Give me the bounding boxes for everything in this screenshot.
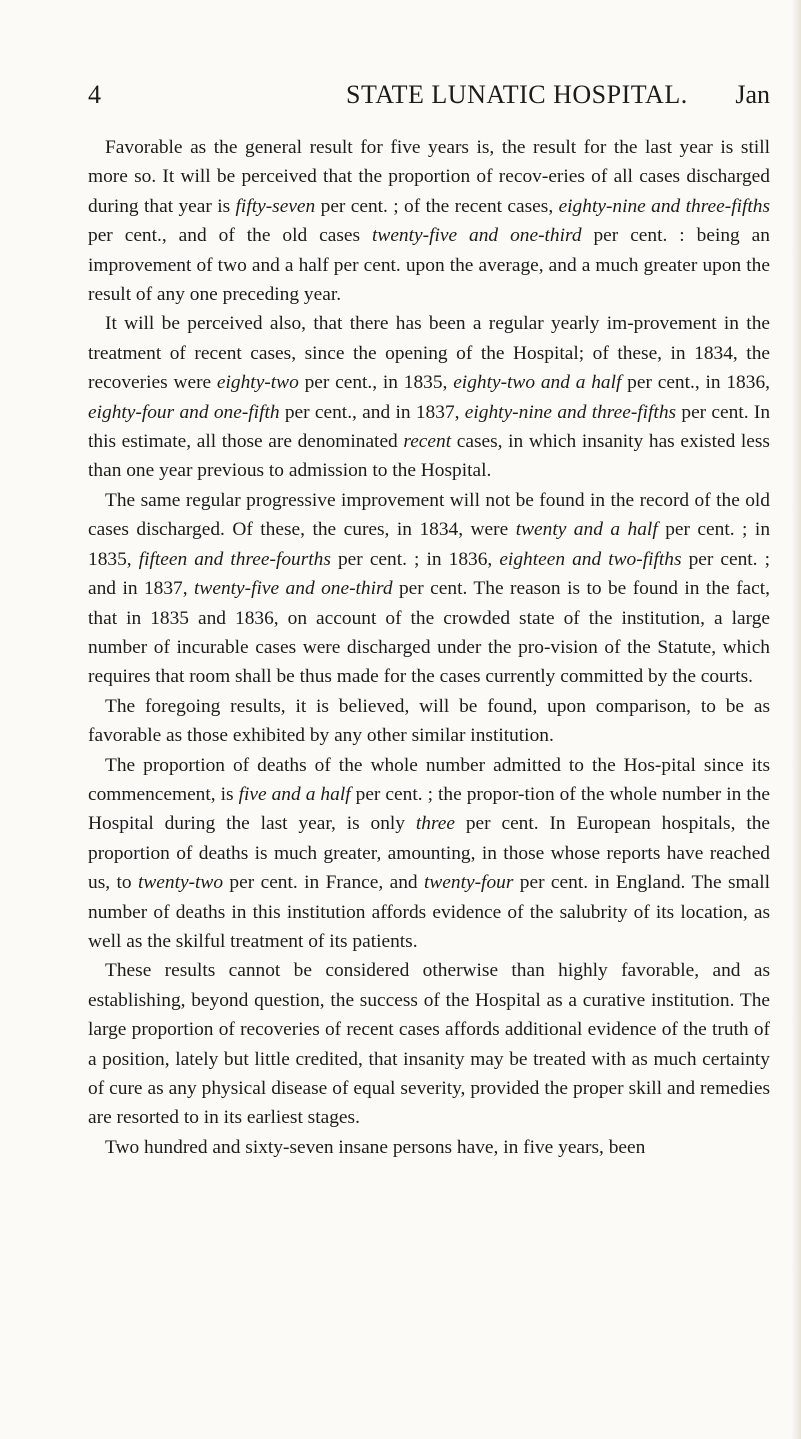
italic-text: five and a half xyxy=(238,783,351,805)
running-header xyxy=(88,78,770,112)
text-run: cases, in which insanity has existed less than one year previous to admission to the Hospital. xyxy=(88,431,770,482)
text-run: per cent., and of the old cases xyxy=(88,225,372,247)
page-edge-shadow xyxy=(791,0,801,1439)
italic-text: twenty-five and one-third xyxy=(372,225,582,247)
paragraph xyxy=(88,692,770,751)
italic-text: twenty-five and one-third xyxy=(194,578,393,600)
text-run: Two hundred and sixty-seven insane persons have, in five years, been xyxy=(105,1136,646,1158)
text-run: per cent. ; of the recent cases, xyxy=(315,195,559,217)
text-run: The same regular progressive improvement will not be found in the record of the old cases discharged. Of these, the cures, in 1834, were xyxy=(88,489,770,541)
paragraph xyxy=(88,1133,770,1162)
text-run: The proportion of deaths of the whole number admitted to the Hos-pital since its commencement, is xyxy=(88,754,770,805)
italic-text: eighty-nine and three-fifths xyxy=(464,401,677,423)
running-title: STATE LUNATIC HOSPITAL. xyxy=(346,80,688,109)
text-run: The foregoing results, it is believed, will be found, upon comparison, to be as favorable as those exhibited by any other similar institution. xyxy=(88,695,770,747)
body-text xyxy=(88,133,770,1162)
text-run: per cent., in 1835, xyxy=(298,372,454,394)
text-run: per cent. In this estimate, all those are denominated xyxy=(88,401,771,453)
italic-text: eighty-four and one-fifth xyxy=(88,401,280,423)
text-run: per cent. ; the propor-tion of the whole number in the Hospital during the last year, is only xyxy=(88,783,771,835)
paragraph xyxy=(88,751,770,957)
text-run: per cent. ; in 1835, xyxy=(88,519,771,570)
text-run: per cent., and in 1837, xyxy=(279,401,465,423)
text-run: per cent. in England. The small number of deaths in this institution affords evidence of the salubrity of its location, as well as the skilful treatment of its patients. xyxy=(88,872,770,952)
paragraph xyxy=(88,956,770,1132)
text-run: per cent. ; and in 1837, xyxy=(88,548,770,600)
text-run: per cent. In European hospitals, the proportion of deaths is much greater, amounting, in those whose reports have reached us, to xyxy=(88,813,771,894)
italic-text: fifteen and three-fourths xyxy=(138,548,331,570)
italic-text: fifty-seven xyxy=(235,195,316,217)
text-run: These results cannot be considered otherwise than highly favorable, and as establishing, beyond question, the success of the Hospital as a curative institution. The large proportion of recoveries of recent cases affords additional evidence of the truth of a position, lately but little credited, that insanity may be treated with as much certainty of cure as any physical disease of equal severity, provided the proper skill and remedies are resorted to in its earliest stages. xyxy=(88,960,770,1129)
paragraph xyxy=(88,309,770,485)
italic-text: eighty-two xyxy=(216,372,299,394)
italic-text: eighty-two and a half xyxy=(453,372,622,394)
italic-text: eighteen and two-fifths xyxy=(499,548,682,570)
running-date: Jan xyxy=(735,80,770,109)
italic-text: twenty and a half xyxy=(515,519,658,541)
page-number: 4 xyxy=(88,80,101,109)
text-run: Favorable as the general result for five years is, the result for the last year is still more so. It will be perceived that the proportion of recov-eries of all cases discharged during that year is xyxy=(88,137,770,217)
text-run: per cent. ; in 1836, xyxy=(330,548,500,570)
italic-text: recent xyxy=(403,431,452,453)
italic-text: eighty-nine and three-fifths xyxy=(558,195,771,217)
text-run: per cent. The reason is to be found in the fact, that in 1835 and 1836, on account of the crowded state of the institution, a large number of incurable cases were discharged under the pro-vision of the Statute, which requires that room shall be thus made for the cases currently committed by the courts. xyxy=(88,578,770,688)
italic-text: twenty-two xyxy=(137,872,224,894)
italic-text: three xyxy=(415,813,455,835)
text-run: per cent. in France, and xyxy=(223,872,424,894)
text-run: per cent., in 1836, xyxy=(621,372,770,394)
paragraph xyxy=(88,133,770,309)
text-run: per cent. : being an improvement of two and a half per cent. upon the average, and a much greater upon the result of any one preceding year. xyxy=(88,225,770,306)
paragraph xyxy=(88,486,770,692)
italic-text: twenty-four xyxy=(423,872,514,894)
text-run: It will be perceived also, that there has been a regular yearly im-provement in the treatment of recent cases, since the opening of the Hospital; of these, in 1834, the recoveries were xyxy=(88,313,770,394)
